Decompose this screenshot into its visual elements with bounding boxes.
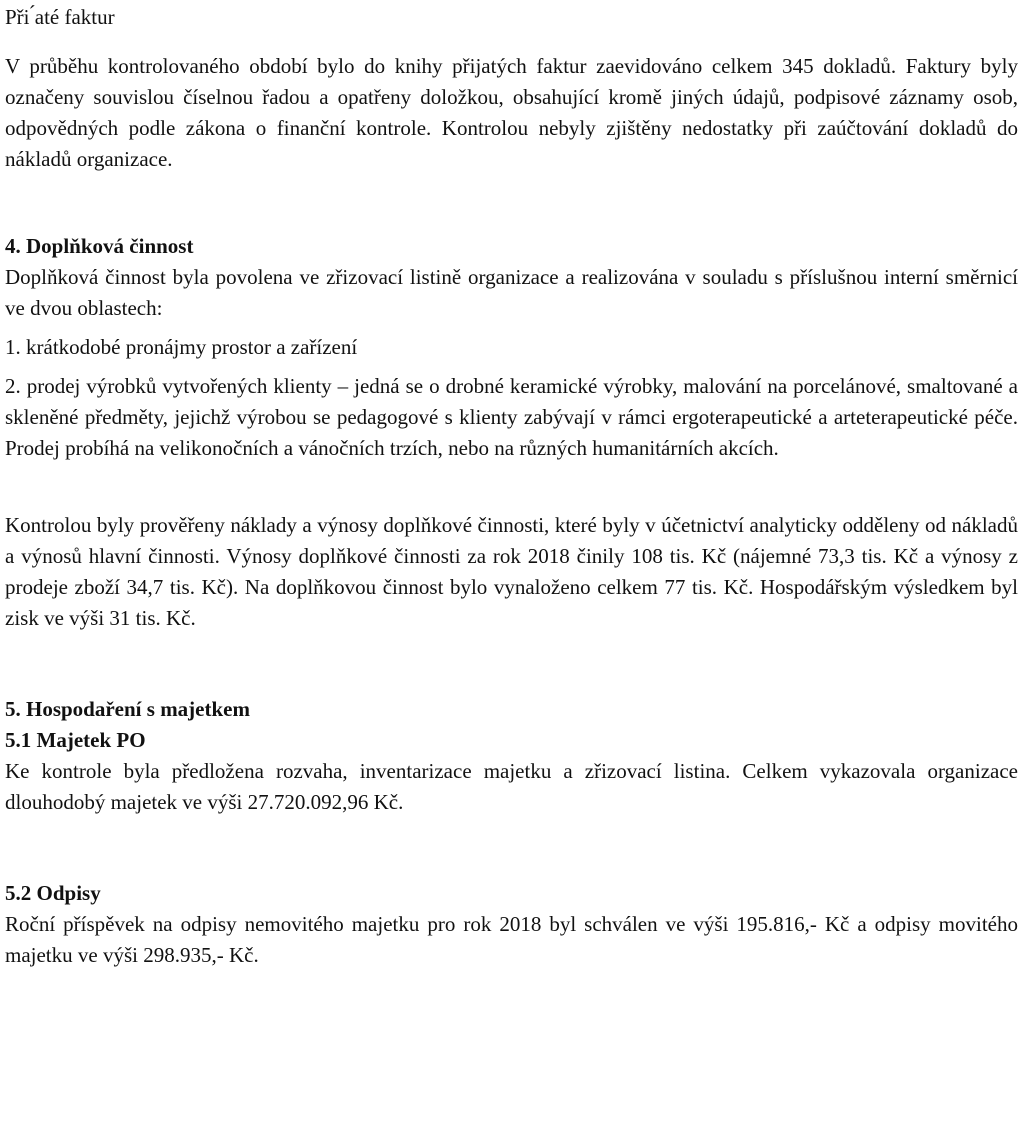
spacer	[5, 33, 1018, 51]
paragraph-faktury: V průběhu kontrolovaného období bylo do knihy přijatých faktur zaevidováno celkem 345 dokladů. Faktury byly označeny souvislou číselnou řadou a opatřeny doložkou, obsahující kromě jiných údajů, podpisové záznamy osob, odpovědných podle zákona o finanční kontrole. Kontrolou nebyly zjištěny nedostatky při zaúčtování dokladů do nákladů organizace.	[5, 54, 1018, 171]
section-heading-5: 5. Hospodaření s majetkem	[5, 697, 250, 721]
list-item-1: 1. krátkodobé pronájmy prostor a zařízení	[5, 335, 358, 359]
paragraph-kontrola-doplnkova: Kontrolou byly prověřeny náklady a výnosy doplňkové činnosti, které byly v účetnictví analyticky odděleny od nákladů a výnosů hlavní činnosti. Výnosy doplňkové činnosti za rok 2018 činily 108 tis. Kč (nájemné 73,3 tis. Kč a výnosy z prodeje zboží 34,7 tis. Kč). Na doplňkovou činnost bylo vynaloženo celkem 77 tis. Kč. Hospodářským výsledkem byl zisk ve výši 31 tis. Kč.	[5, 513, 1018, 630]
spacer	[5, 324, 1018, 332]
spacer	[5, 363, 1018, 371]
spacer	[5, 464, 1018, 510]
paragraph-majetek: Ke kontrole byla předložena rozvaha, inventarizace majetku a zřizovací listina. Celkem vykazovala organizace dlouhodobý majetek ve výši 27.720.092,96 Kč.	[5, 759, 1018, 814]
section-title-faktury: Při ́até faktur	[5, 5, 115, 29]
section-heading-4: 4. Doplňková činnost	[5, 234, 194, 258]
subsection-heading-5-2: 5.2 Odpisy	[5, 881, 101, 905]
paragraph-odpisy: Roční příspěvek na odpisy nemovitého majetku pro rok 2018 byl schválen ve výši 195.816,- Kč a odpisy movitého majetku ve výši 298.935,- Kč.	[5, 912, 1018, 967]
paragraph-doplnkova-intro: Doplňková činnost byla povolena ve zřizovací listině organizace a realizována v souladu s příslušnou interní směrnicí ve dvou oblastech:	[5, 265, 1018, 320]
list-item-2: 2. prodej výrobků vytvořených klienty – jedná se o drobné keramické výrobky, malování na porcelánové, smaltované a skleněné předměty, jejichž výrobou se pedagogové s klienty zabývají v rámci ergoterapeutické a arteterapeutické péče. Prodej probíhá na velikonočních a vánočních trzích, nebo na různých humanitárních akcích.	[5, 374, 1018, 460]
document-page	[5, 0, 1018, 971]
spacer	[5, 818, 1018, 878]
spacer	[5, 175, 1018, 231]
spacer	[5, 634, 1018, 694]
subsection-heading-5-1: 5.1 Majetek PO	[5, 728, 146, 752]
